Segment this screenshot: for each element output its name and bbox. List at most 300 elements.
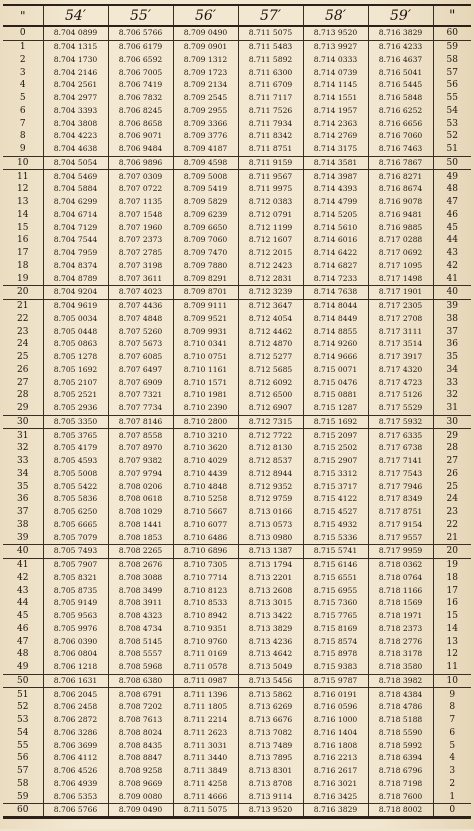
value-cell: 8.708 5557 [108, 648, 173, 661]
seconds-cell: 40 [3, 545, 43, 559]
value-cell: 8.710 5258 [173, 493, 238, 506]
value-cell: 8.716 6252 [368, 105, 433, 118]
minute-column-header: 58′ [303, 5, 368, 26]
value-cell: 8.718 3982 [368, 674, 433, 688]
value-cell: 8.704 6714 [43, 209, 108, 222]
value-cell: 8.708 7613 [108, 714, 173, 727]
table-row [3, 325, 471, 338]
value-cell: 8.707 6497 [108, 364, 173, 377]
value-cell: 8.710 9351 [173, 623, 238, 636]
value-cell: 8.710 4029 [173, 455, 238, 468]
value-cell: 8.709 0901 [173, 40, 238, 53]
seconds-cell: 29 [17, 403, 29, 414]
value-cell: 8.710 7305 [173, 558, 238, 571]
value-cell: 8.714 0333 [303, 54, 368, 67]
complement-seconds-cell: 60 [433, 26, 471, 40]
value-cell: 8.710 6486 [173, 531, 238, 544]
value-cell: 8.709 4598 [173, 156, 238, 170]
value-cell: 8.717 2305 [368, 299, 433, 312]
value-cell: 8.708 8024 [108, 727, 173, 740]
value-cell: 8.717 6738 [368, 442, 433, 455]
table-row [3, 376, 471, 389]
value-cell: 8.708 7202 [108, 701, 173, 714]
value-cell: 8.706 5766 [43, 804, 108, 818]
complement-seconds-cell: 11 [433, 661, 471, 674]
complement-seconds-cell: 6 [433, 727, 471, 740]
value-cell: 8.709 6650 [173, 221, 238, 234]
value-cell: 8.708 3088 [108, 572, 173, 585]
value-cell: 8.705 1692 [43, 364, 108, 377]
value-cell: 8.712 7722 [238, 429, 303, 442]
value-cell: 8.713 0166 [238, 506, 303, 519]
table-row [3, 765, 471, 778]
complement-seconds-cell: 12 [433, 648, 471, 661]
table-row [3, 196, 471, 209]
value-cell: 8.716 7060 [368, 130, 433, 143]
value-cell: 8.704 5054 [43, 156, 108, 170]
value-cell: 8.714 3175 [303, 143, 368, 156]
value-cell: 8.713 9114 [238, 790, 303, 803]
value-cell: 8.706 4939 [43, 778, 108, 791]
value-cell: 8.705 1278 [43, 351, 108, 364]
value-cell: 8.714 3581 [303, 156, 368, 170]
value-cell: 8.706 2045 [43, 688, 108, 701]
value-cell: 8.704 4638 [43, 143, 108, 156]
complement-seconds-cell: 21 [433, 531, 471, 544]
complement-seconds-cell: 30 [433, 415, 471, 429]
value-cell: 8.712 6092 [238, 376, 303, 389]
value-cell: 8.716 9078 [368, 196, 433, 209]
minute-column-header: 55′ [108, 5, 173, 26]
value-cell: 8.717 2708 [368, 313, 433, 326]
complement-seconds-cell: 46 [433, 209, 471, 222]
value-cell: 8.713 7082 [238, 727, 303, 740]
seconds-cell: 59 [17, 791, 29, 802]
value-cell: 8.711 4666 [173, 790, 238, 803]
value-cell: 8.704 8374 [43, 260, 108, 273]
seconds-cell: 8 [19, 131, 26, 142]
value-cell: 8.712 2423 [238, 260, 303, 273]
value-cell: 8.709 8291 [173, 272, 238, 285]
value-cell: 8.717 5529 [368, 402, 433, 415]
value-cell: 8.714 1551 [303, 92, 368, 105]
value-cell: 8.711 4258 [173, 778, 238, 791]
value-cell: 8.713 8708 [238, 778, 303, 791]
table-row [3, 364, 471, 377]
value-cell: 8.715 5336 [303, 531, 368, 544]
seconds-cell: 42 [17, 572, 29, 583]
seconds-cell: 31 [3, 429, 43, 442]
value-cell: 8.714 2769 [303, 130, 368, 143]
value-cell: 8.714 2363 [303, 117, 368, 130]
value-cell: 8.705 5008 [43, 468, 108, 481]
value-cell: 8.714 6422 [303, 247, 368, 260]
table-row [3, 790, 471, 803]
complement-seconds-cell: 43 [433, 247, 471, 260]
seconds-cell: 49 [17, 662, 29, 673]
value-cell: 8.710 9760 [173, 635, 238, 648]
value-cell: 8.708 1441 [108, 519, 173, 532]
complement-seconds-cell: 39 [433, 299, 471, 312]
value-cell: 8.715 6955 [303, 584, 368, 597]
value-cell: 8.717 1498 [368, 272, 433, 285]
complement-seconds-cell: 31 [433, 402, 471, 415]
value-cell: 8.706 2872 [43, 714, 108, 727]
value-cell: 8.715 2097 [303, 429, 368, 442]
seconds-cell: 38 [17, 519, 29, 530]
value-cell: 8.709 1312 [173, 54, 238, 67]
value-cell: 8.712 0383 [238, 196, 303, 209]
value-cell: 8.714 6016 [303, 234, 368, 247]
value-cell: 8.704 7129 [43, 221, 108, 234]
value-cell: 8.716 3021 [303, 778, 368, 791]
complement-seconds-cell: 52 [433, 130, 471, 143]
seconds-cell: 32 [17, 443, 29, 454]
value-cell: 8.709 9521 [173, 313, 238, 326]
value-cell: 8.710 0341 [173, 338, 238, 351]
complement-seconds-cell: 17 [433, 584, 471, 597]
value-cell: 8.716 6656 [368, 117, 433, 130]
table-row [3, 170, 471, 183]
value-cell: 8.713 3422 [238, 610, 303, 623]
value-cell: 8.714 8044 [303, 299, 368, 312]
value-cell: 8.712 0791 [238, 209, 303, 222]
table-row [3, 402, 471, 415]
value-cell: 8.710 5667 [173, 506, 238, 519]
value-cell: 8.714 0739 [303, 66, 368, 79]
seconds-cell: 60 [3, 804, 43, 818]
value-cell: 8.704 2977 [43, 92, 108, 105]
value-cell: 8.713 9520 [238, 804, 303, 818]
value-cell: 8.710 4439 [173, 468, 238, 481]
complement-seconds-cell: 22 [433, 519, 471, 532]
value-cell: 8.718 5590 [368, 727, 433, 740]
value-cell: 8.718 0362 [368, 558, 433, 571]
value-cell: 8.716 3425 [303, 790, 368, 803]
complement-seconds-cell: 15 [433, 610, 471, 623]
value-cell: 8.716 3829 [368, 26, 433, 40]
value-cell: 8.708 4734 [108, 623, 173, 636]
value-cell: 8.708 6791 [108, 688, 173, 701]
value-cell: 8.715 9787 [303, 674, 368, 688]
value-cell: 8.710 1161 [173, 364, 238, 377]
value-cell: 8.712 5685 [238, 364, 303, 377]
value-cell: 8.713 0980 [238, 531, 303, 544]
value-cell: 8.708 0206 [108, 480, 173, 493]
value-cell: 8.714 7233 [303, 272, 368, 285]
value-cell: 8.718 1569 [368, 597, 433, 610]
complement-seconds-cell: 35 [433, 351, 471, 364]
complement-seconds-cell: 18 [433, 572, 471, 585]
complement-seconds-cell: 57 [433, 66, 471, 79]
complement-seconds-cell: 5 [433, 739, 471, 752]
value-cell: 8.714 9260 [303, 338, 368, 351]
seconds-cell: 9 [19, 144, 26, 155]
value-cell: 8.714 1145 [303, 79, 368, 92]
value-cell: 8.705 8321 [43, 572, 108, 585]
value-cell: 8.707 9794 [108, 468, 173, 481]
value-cell: 8.712 9759 [238, 493, 303, 506]
table-row [3, 610, 471, 623]
value-cell: 8.710 3210 [173, 429, 238, 442]
value-cell: 8.705 7493 [43, 545, 108, 559]
value-cell: 8.710 2800 [173, 415, 238, 429]
seconds-cell: 51 [3, 688, 43, 701]
value-cell: 8.710 7714 [173, 572, 238, 585]
value-cell: 8.712 4054 [238, 313, 303, 326]
value-cell: 8.717 1095 [368, 260, 433, 273]
complement-seconds-cell: 36 [433, 338, 471, 351]
seconds-cell: 36 [17, 494, 29, 505]
table-row [3, 648, 471, 661]
value-cell: 8.717 0692 [368, 247, 433, 260]
value-cell: 8.715 4527 [303, 506, 368, 519]
seconds-cell: 34 [17, 468, 29, 479]
value-cell: 8.717 9959 [368, 545, 433, 559]
value-cell: 8.713 9927 [303, 40, 368, 53]
value-cell: 8.709 6239 [173, 209, 238, 222]
seconds-cell: 58 [17, 778, 29, 789]
value-cell: 8.709 5829 [173, 196, 238, 209]
value-cell: 8.713 1387 [238, 545, 303, 559]
value-cell: 8.714 5205 [303, 209, 368, 222]
value-cell: 8.709 3776 [173, 130, 238, 143]
complement-seconds-cell: 48 [433, 183, 471, 196]
seconds-cell: 7 [19, 118, 26, 129]
value-cell: 8.708 5968 [108, 661, 173, 674]
value-cell: 8.716 2617 [303, 765, 368, 778]
value-cell: 8.709 9931 [173, 325, 238, 338]
seconds-cell: 53 [17, 715, 29, 726]
value-cell: 8.716 7463 [368, 143, 433, 156]
value-cell: 8.706 3286 [43, 727, 108, 740]
table-row [3, 739, 471, 752]
complement-seconds-cell: 2 [433, 778, 471, 791]
value-cell: 8.705 4593 [43, 455, 108, 468]
value-cell: 8.717 7141 [368, 455, 433, 468]
complement-seconds-cell: 41 [433, 272, 471, 285]
complement-seconds-cell: 0 [433, 804, 471, 818]
value-cell: 8.713 5049 [238, 661, 303, 674]
value-cell: 8.713 5456 [238, 674, 303, 688]
complement-seconds-cell: 7 [433, 714, 471, 727]
seconds-cell: 47 [17, 636, 29, 647]
value-cell: 8.714 8855 [303, 325, 368, 338]
table-row [3, 714, 471, 727]
value-cell: 8.707 6909 [108, 376, 173, 389]
value-cell: 8.708 8435 [108, 739, 173, 752]
table-row [3, 247, 471, 260]
value-cell: 8.715 6146 [303, 558, 368, 571]
value-cell: 8.705 5836 [43, 493, 108, 506]
seconds-cell: 33 [17, 456, 29, 467]
value-cell: 8.705 5422 [43, 480, 108, 493]
value-cell: 8.710 0751 [173, 351, 238, 364]
value-cell: 8.712 8944 [238, 468, 303, 481]
seconds-cell: 0 [19, 28, 26, 39]
seconds-cell: 16 [17, 235, 29, 246]
value-cell: 8.710 6896 [173, 545, 238, 559]
seconds-cell: 25 [17, 352, 29, 363]
value-cell: 8.709 2545 [173, 92, 238, 105]
value-cell: 8.706 7419 [108, 79, 173, 92]
value-cell: 8.713 7895 [238, 752, 303, 765]
seconds-cell: 28 [17, 390, 29, 401]
table-row [3, 584, 471, 597]
value-cell: 8.704 6299 [43, 196, 108, 209]
value-cell: 8.713 4642 [238, 648, 303, 661]
table-row [3, 545, 471, 559]
seconds-cell: 11 [3, 170, 43, 183]
table-row [3, 234, 471, 247]
value-cell: 8.714 6827 [303, 260, 368, 273]
value-cell: 8.718 8002 [368, 804, 433, 818]
value-cell: 8.712 2831 [238, 272, 303, 285]
value-cell: 8.704 2561 [43, 79, 108, 92]
right-seconds-column-header: " [433, 5, 471, 26]
value-cell: 8.718 3580 [368, 661, 433, 674]
table-row [3, 701, 471, 714]
value-cell: 8.718 2776 [368, 635, 433, 648]
value-cell: 8.708 9258 [108, 765, 173, 778]
value-cell: 8.716 4637 [368, 54, 433, 67]
value-cell: 8.717 9557 [368, 531, 433, 544]
table-row [3, 635, 471, 648]
value-cell: 8.712 2015 [238, 247, 303, 260]
value-cell: 8.710 1571 [173, 376, 238, 389]
value-cell: 8.712 3239 [238, 286, 303, 300]
value-cell: 8.711 5075 [173, 804, 238, 818]
complement-seconds-cell: 29 [433, 429, 471, 442]
value-cell: 8.705 3350 [43, 415, 108, 429]
value-cell: 8.711 8342 [238, 130, 303, 143]
table-row [3, 688, 471, 701]
value-cell: 8.707 2785 [108, 247, 173, 260]
complement-seconds-cell: 40 [433, 286, 471, 300]
complement-seconds-cell: 9 [433, 688, 471, 701]
seconds-cell: 45 [17, 611, 29, 622]
table-row [3, 480, 471, 493]
value-cell: 8.707 8970 [108, 442, 173, 455]
table-row [3, 92, 471, 105]
value-cell: 8.712 6907 [238, 402, 303, 415]
table-row [3, 143, 471, 156]
value-cell: 8.707 0309 [108, 170, 173, 183]
complement-seconds-cell: 28 [433, 442, 471, 455]
value-cell: 8.715 4122 [303, 493, 368, 506]
seconds-cell: 37 [17, 507, 29, 518]
value-cell: 8.712 4462 [238, 325, 303, 338]
value-cell: 8.706 4112 [43, 752, 108, 765]
value-cell: 8.707 6085 [108, 351, 173, 364]
value-cell: 8.705 7079 [43, 531, 108, 544]
value-cell: 8.713 2201 [238, 572, 303, 585]
value-cell: 8.717 3917 [368, 351, 433, 364]
value-cell: 8.711 5892 [238, 54, 303, 67]
value-cell: 8.711 1396 [173, 688, 238, 701]
value-cell: 8.707 5673 [108, 338, 173, 351]
value-cell: 8.709 0490 [108, 804, 173, 818]
complement-seconds-cell: 32 [433, 389, 471, 402]
value-cell: 8.715 9383 [303, 661, 368, 674]
value-cell: 8.711 0987 [173, 674, 238, 688]
table-row [3, 54, 471, 67]
value-cell: 8.715 3717 [303, 480, 368, 493]
value-cell: 8.712 1607 [238, 234, 303, 247]
value-cell: 8.705 0863 [43, 338, 108, 351]
table-row [3, 623, 471, 636]
value-cell: 8.705 4179 [43, 442, 108, 455]
complement-seconds-cell: 55 [433, 92, 471, 105]
value-cell: 8.711 5075 [238, 26, 303, 40]
seconds-cell: 27 [17, 377, 29, 388]
table-row [3, 117, 471, 130]
value-cell: 8.717 7543 [368, 468, 433, 481]
complement-seconds-cell: 51 [433, 143, 471, 156]
table-row [3, 209, 471, 222]
value-cell: 8.716 5848 [368, 92, 433, 105]
complement-seconds-cell: 56 [433, 79, 471, 92]
table-row [3, 442, 471, 455]
complement-seconds-cell: 44 [433, 234, 471, 247]
table-row [3, 429, 471, 442]
value-cell: 8.706 7005 [108, 66, 173, 79]
value-cell: 8.713 6269 [238, 701, 303, 714]
value-cell: 8.715 8978 [303, 648, 368, 661]
table-row [3, 597, 471, 610]
table-row [3, 351, 471, 364]
value-cell: 8.709 3366 [173, 117, 238, 130]
value-cell: 8.716 1404 [303, 727, 368, 740]
table-row [3, 130, 471, 143]
complement-seconds-cell: 4 [433, 752, 471, 765]
value-cell: 8.716 0191 [303, 688, 368, 701]
seconds-cell: 21 [3, 299, 43, 312]
value-cell: 8.711 3849 [173, 765, 238, 778]
value-cell: 8.713 8301 [238, 765, 303, 778]
seconds-cell: 50 [3, 674, 43, 688]
seconds-cell: 20 [3, 286, 43, 300]
value-cell: 8.711 1805 [173, 701, 238, 714]
value-cell: 8.704 9204 [43, 286, 108, 300]
seconds-cell: 6 [19, 105, 26, 116]
value-cell: 8.707 7321 [108, 389, 173, 402]
value-cell: 8.704 7544 [43, 234, 108, 247]
complement-seconds-cell: 59 [433, 40, 471, 53]
value-cell: 8.711 3031 [173, 739, 238, 752]
table-row [3, 272, 471, 285]
complement-seconds-cell: 19 [433, 558, 471, 571]
seconds-cell: 52 [17, 702, 29, 713]
value-cell: 8.715 1287 [303, 402, 368, 415]
value-cell: 8.714 9666 [303, 351, 368, 364]
value-cell: 8.707 4436 [108, 299, 173, 312]
value-cell: 8.716 2213 [303, 752, 368, 765]
seconds-cell: 56 [17, 753, 29, 764]
complement-seconds-cell: 38 [433, 313, 471, 326]
seconds-cell: 2 [19, 54, 26, 65]
value-cell: 8.713 2608 [238, 584, 303, 597]
value-cell: 8.708 2676 [108, 558, 173, 571]
minute-column-header: 54′ [43, 5, 108, 26]
value-cell: 8.711 7117 [238, 92, 303, 105]
value-cell: 8.716 0596 [303, 701, 368, 714]
value-cell: 8.713 1794 [238, 558, 303, 571]
value-cell: 8.717 3111 [368, 325, 433, 338]
value-cell: 8.717 1901 [368, 286, 433, 300]
value-cell: 8.706 7832 [108, 92, 173, 105]
seconds-cell: 13 [17, 197, 29, 208]
